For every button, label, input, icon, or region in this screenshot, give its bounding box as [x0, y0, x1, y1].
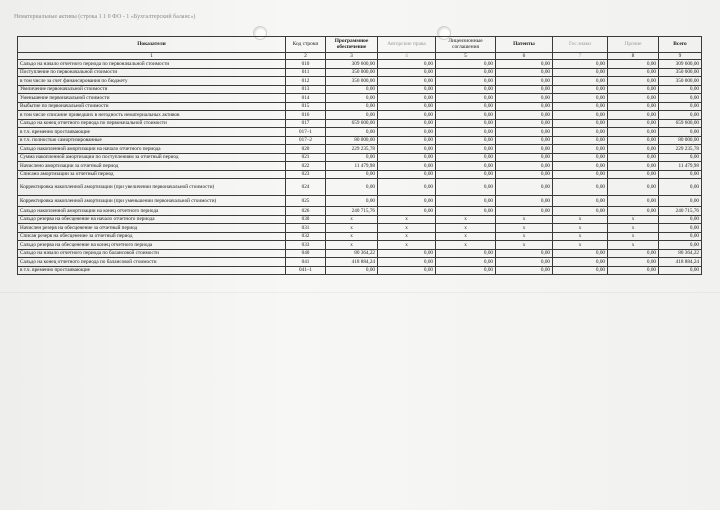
- value-cell: x: [608, 232, 659, 241]
- value-cell: 309 600,00: [659, 60, 702, 69]
- value-cell: 0,00: [378, 94, 436, 103]
- value-cell: 0,00: [436, 153, 496, 162]
- value-cell: 0,00: [608, 102, 659, 111]
- value-cell: 0,00: [553, 102, 608, 111]
- value-cell: 0,00: [378, 162, 436, 171]
- value-cell: 0,00: [436, 128, 496, 137]
- row-code: 026: [286, 207, 326, 216]
- value-cell: 0,00: [436, 207, 496, 216]
- value-cell: 0,00: [436, 102, 496, 111]
- value-cell: 0,00: [378, 68, 436, 77]
- row-code: 017–2: [286, 136, 326, 145]
- col-header-other: Прочие: [608, 37, 659, 53]
- value-cell: 0,00: [326, 94, 378, 103]
- col-number: 3: [326, 53, 378, 60]
- value-cell: x: [496, 241, 553, 250]
- value-cell: x: [378, 215, 436, 224]
- value-cell: 659 600,00: [326, 119, 378, 128]
- value-cell: 0,00: [659, 241, 702, 250]
- value-cell: 0,00: [496, 266, 553, 275]
- value-cell: x: [378, 224, 436, 233]
- col-header-trademarks: Гос.знаки: [553, 37, 608, 53]
- value-cell: 0,00: [659, 85, 702, 94]
- row-label: Уменьшение первоначальной стоимости: [18, 94, 286, 103]
- value-cell: 350 000,00: [659, 77, 702, 86]
- value-cell: 0,00: [436, 162, 496, 171]
- value-cell: 0,00: [659, 224, 702, 233]
- col-header-line-code: Код строки: [286, 37, 326, 53]
- row-label: Увеличение первоначальной стоимости: [18, 85, 286, 94]
- value-cell: 80 364,22: [326, 249, 378, 258]
- value-cell: 309 600,00: [326, 60, 378, 69]
- value-cell: 0,00: [436, 68, 496, 77]
- value-cell: 0,00: [326, 170, 378, 179]
- header-row: [18, 37, 702, 53]
- row-label: Сальдо на конец отчетного периода по балансовой стоимости: [18, 258, 286, 267]
- value-cell: 0,00: [553, 85, 608, 94]
- row-code: 015: [286, 102, 326, 111]
- value-cell: 0,00: [496, 207, 553, 216]
- row-code: 031: [286, 224, 326, 233]
- row-label: Начислено амортизации за отчетный период: [18, 162, 286, 171]
- value-cell: 0,00: [436, 258, 496, 267]
- value-cell: 0,00: [659, 196, 702, 207]
- value-cell: 0,00: [608, 111, 659, 120]
- col-number: 8: [608, 53, 659, 60]
- col-number: 5: [436, 53, 496, 60]
- value-cell: 0,00: [553, 119, 608, 128]
- col-number: 6: [496, 53, 553, 60]
- value-cell: 0,00: [496, 196, 553, 207]
- value-cell: 0,00: [378, 153, 436, 162]
- row-label: Корректировка накопленной амортизации (при увеличении первоначальной стоимости): [18, 179, 286, 196]
- row-label: в том числе списание приведших в негодность нематериальных активов: [18, 111, 286, 120]
- value-cell: x: [436, 232, 496, 241]
- col-header-license: Лицензионные соглашения: [436, 37, 496, 53]
- value-cell: x: [436, 215, 496, 224]
- value-cell: x: [496, 215, 553, 224]
- value-cell: 0,00: [659, 170, 702, 179]
- value-cell: 0,00: [496, 119, 553, 128]
- value-cell: 0,00: [553, 162, 608, 171]
- value-cell: 0,00: [608, 77, 659, 86]
- value-cell: 0,00: [436, 111, 496, 120]
- value-cell: x: [378, 241, 436, 250]
- value-cell: 0,00: [553, 111, 608, 120]
- value-cell: 0,00: [608, 68, 659, 77]
- value-cell: 0,00: [608, 85, 659, 94]
- value-cell: 0,00: [378, 266, 436, 275]
- value-cell: 0,00: [326, 179, 378, 196]
- value-cell: x: [326, 215, 378, 224]
- value-cell: 0,00: [553, 170, 608, 179]
- value-cell: 0,00: [659, 232, 702, 241]
- value-cell: 229 235,78: [659, 145, 702, 154]
- value-cell: x: [553, 241, 608, 250]
- col-number: 4: [378, 53, 436, 60]
- value-cell: 0,00: [608, 94, 659, 103]
- value-cell: 0,00: [378, 85, 436, 94]
- table-row: [18, 94, 702, 103]
- value-cell: 0,00: [659, 94, 702, 103]
- table-row: [18, 119, 702, 128]
- value-cell: 0,00: [553, 128, 608, 137]
- value-cell: 0,00: [326, 111, 378, 120]
- row-label: Поступление по первоначальной стоимости: [18, 68, 286, 77]
- table-row: [18, 162, 702, 171]
- value-cell: 0,00: [553, 196, 608, 207]
- value-cell: 0,00: [496, 94, 553, 103]
- value-cell: 0,00: [608, 179, 659, 196]
- value-cell: 0,00: [496, 170, 553, 179]
- value-cell: 0,00: [659, 153, 702, 162]
- value-cell: 0,00: [378, 207, 436, 216]
- row-code: 033: [286, 241, 326, 250]
- table-row: [18, 215, 702, 224]
- value-cell: x: [553, 232, 608, 241]
- value-cell: 659 600,00: [659, 119, 702, 128]
- value-cell: 0,00: [326, 153, 378, 162]
- row-code: 017–1: [286, 128, 326, 137]
- value-cell: 0,00: [608, 162, 659, 171]
- value-cell: 418 884,24: [326, 258, 378, 267]
- value-cell: 0,00: [436, 196, 496, 207]
- table-body: [18, 60, 702, 275]
- value-cell: x: [496, 232, 553, 241]
- value-cell: 0,00: [608, 145, 659, 154]
- value-cell: 0,00: [378, 145, 436, 154]
- col-header-software: Программное обеспечение: [326, 37, 378, 53]
- col-number: 7: [553, 53, 608, 60]
- value-cell: 0,00: [326, 102, 378, 111]
- value-cell: 0,00: [553, 258, 608, 267]
- value-cell: 240 715,76: [659, 207, 702, 216]
- value-cell: 0,00: [496, 162, 553, 171]
- table-row: [18, 111, 702, 120]
- column-number-row: [18, 53, 702, 60]
- row-code: 025: [286, 196, 326, 207]
- value-cell: 0,00: [436, 145, 496, 154]
- value-cell: 0,00: [553, 94, 608, 103]
- row-code: 023: [286, 170, 326, 179]
- value-cell: 0,00: [436, 179, 496, 196]
- row-label: Сальдо резерва на обесценение на конец отчетного периода: [18, 241, 286, 250]
- value-cell: 0,00: [378, 128, 436, 137]
- value-cell: 0,00: [378, 60, 436, 69]
- row-label: Сальдо накопленной амортизации на начало отчетного периода: [18, 145, 286, 154]
- row-code: 013: [286, 85, 326, 94]
- value-cell: 0,00: [659, 111, 702, 120]
- row-code: 041–1: [286, 266, 326, 275]
- value-cell: 0,00: [496, 249, 553, 258]
- value-cell: 0,00: [659, 102, 702, 111]
- table-row: [18, 102, 702, 111]
- value-cell: 0,00: [436, 136, 496, 145]
- value-cell: 0,00: [378, 196, 436, 207]
- row-label: Сумма накопленной амортизации по поступлениям за отчетный период: [18, 153, 286, 162]
- col-header-total: Всего: [659, 37, 702, 53]
- value-cell: 0,00: [378, 179, 436, 196]
- value-cell: x: [378, 232, 436, 241]
- value-cell: 418 884,24: [659, 258, 702, 267]
- value-cell: 0,00: [608, 153, 659, 162]
- value-cell: 0,00: [659, 179, 702, 196]
- value-cell: 0,00: [436, 60, 496, 69]
- value-cell: 0,00: [553, 179, 608, 196]
- value-cell: 0,00: [553, 68, 608, 77]
- value-cell: 0,00: [496, 153, 553, 162]
- value-cell: 0,00: [496, 136, 553, 145]
- table-row: [18, 170, 702, 179]
- value-cell: x: [326, 232, 378, 241]
- value-cell: 0,00: [553, 60, 608, 69]
- table-row: [18, 85, 702, 94]
- value-cell: 229 235,78: [326, 145, 378, 154]
- value-cell: 0,00: [436, 85, 496, 94]
- value-cell: 11 479,98: [326, 162, 378, 171]
- row-code: 041: [286, 258, 326, 267]
- value-cell: 0,00: [608, 207, 659, 216]
- value-cell: 0,00: [378, 258, 436, 267]
- value-cell: x: [326, 241, 378, 250]
- value-cell: 0,00: [326, 196, 378, 207]
- row-code: 024: [286, 179, 326, 196]
- value-cell: 0,00: [378, 170, 436, 179]
- value-cell: x: [436, 224, 496, 233]
- value-cell: 0,00: [326, 266, 378, 275]
- value-cell: 0,00: [608, 119, 659, 128]
- value-cell: 0,00: [608, 60, 659, 69]
- table-row: [18, 207, 702, 216]
- value-cell: 0,00: [553, 145, 608, 154]
- value-cell: 0,00: [496, 258, 553, 267]
- table-row: [18, 232, 702, 241]
- table-row: [18, 249, 702, 258]
- col-header-indicators: Показатели: [18, 37, 286, 53]
- row-label: Сальдо на начало отчетного периода по балансовой стоимости: [18, 249, 286, 258]
- value-cell: 0,00: [608, 170, 659, 179]
- table-row: [18, 77, 702, 86]
- value-cell: x: [496, 224, 553, 233]
- table-row: [18, 153, 702, 162]
- row-label: в т.ч. полностью самортизированные: [18, 136, 286, 145]
- row-code: 030: [286, 215, 326, 224]
- table-row: [18, 266, 702, 275]
- value-cell: 80 364,22: [659, 249, 702, 258]
- row-label: Начислен резерв на обесценение за отчетный период: [18, 224, 286, 233]
- value-cell: 0,00: [326, 128, 378, 137]
- table-row: [18, 145, 702, 154]
- row-code: 017: [286, 119, 326, 128]
- value-cell: 0,00: [436, 77, 496, 86]
- row-code: 021: [286, 153, 326, 162]
- row-code: 016: [286, 111, 326, 120]
- col-header-copyright: Авторские права: [378, 37, 436, 53]
- col-number: 1: [18, 53, 286, 60]
- col-number: 2: [286, 53, 326, 60]
- row-label: Списан резерв на обесценение за отчетный период: [18, 232, 286, 241]
- value-cell: 0,00: [553, 249, 608, 258]
- row-code: 020: [286, 145, 326, 154]
- table-row: [18, 136, 702, 145]
- value-cell: x: [326, 224, 378, 233]
- row-label: Сальдо на начало отчетного периода по первоначальной стоимости: [18, 60, 286, 69]
- value-cell: x: [553, 224, 608, 233]
- value-cell: 0,00: [496, 68, 553, 77]
- row-code: 014: [286, 94, 326, 103]
- col-number: 9: [659, 53, 702, 60]
- value-cell: 350 000,00: [659, 68, 702, 77]
- value-cell: x: [436, 241, 496, 250]
- value-cell: 0,00: [496, 145, 553, 154]
- row-label: в т.ч. временно простаивающие: [18, 266, 286, 275]
- row-label: Выбытие по первоначальной стоимости: [18, 102, 286, 111]
- value-cell: 0,00: [378, 119, 436, 128]
- value-cell: 0,00: [496, 102, 553, 111]
- row-label: Сальдо на конец отчетного периода по первоначальной стоимости: [18, 119, 286, 128]
- value-cell: 350 000,00: [326, 77, 378, 86]
- value-cell: x: [608, 241, 659, 250]
- value-cell: 0,00: [608, 249, 659, 258]
- value-cell: 0,00: [553, 136, 608, 145]
- value-cell: 0,00: [496, 60, 553, 69]
- value-cell: 0,00: [553, 266, 608, 275]
- row-code: 032: [286, 232, 326, 241]
- value-cell: 0,00: [553, 77, 608, 86]
- page-title: Нематериальные активы (строка 1 1 0 ФО - 1 «Бухгалтерский баланс»): [14, 14, 196, 20]
- value-cell: 0,00: [436, 170, 496, 179]
- row-code: 022: [286, 162, 326, 171]
- value-cell: 0,00: [608, 128, 659, 137]
- value-cell: 0,00: [436, 119, 496, 128]
- value-cell: 0,00: [608, 266, 659, 275]
- value-cell: 0,00: [496, 85, 553, 94]
- row-code: 010: [286, 60, 326, 69]
- table-row: [18, 60, 702, 69]
- row-label: Сальдо накопленной амортизации на конец отчетного периода: [18, 207, 286, 216]
- value-cell: x: [608, 215, 659, 224]
- value-cell: 0,00: [659, 128, 702, 137]
- table-row: [18, 258, 702, 267]
- value-cell: 0,00: [608, 136, 659, 145]
- value-cell: 0,00: [378, 111, 436, 120]
- col-header-patents: Патенты: [496, 37, 553, 53]
- page-fold: [0, 292, 720, 293]
- value-cell: 80 000,00: [659, 136, 702, 145]
- value-cell: 0,00: [496, 111, 553, 120]
- row-code: 040: [286, 249, 326, 258]
- value-cell: 240 715,76: [326, 207, 378, 216]
- value-cell: 0,00: [378, 77, 436, 86]
- value-cell: x: [608, 224, 659, 233]
- table-row: [18, 196, 702, 207]
- value-cell: 80 000,00: [326, 136, 378, 145]
- value-cell: 0,00: [608, 196, 659, 207]
- value-cell: 0,00: [659, 215, 702, 224]
- table-row: [18, 128, 702, 137]
- value-cell: 11 479,98: [659, 162, 702, 171]
- value-cell: 0,00: [378, 102, 436, 111]
- value-cell: 0,00: [496, 128, 553, 137]
- value-cell: 0,00: [608, 258, 659, 267]
- value-cell: 0,00: [378, 136, 436, 145]
- value-cell: 0,00: [378, 249, 436, 258]
- table-row: [18, 241, 702, 250]
- value-cell: 0,00: [496, 179, 553, 196]
- intangible-assets-table: [17, 36, 702, 275]
- row-code: 012: [286, 77, 326, 86]
- value-cell: 350 000,00: [326, 68, 378, 77]
- table-row: [18, 224, 702, 233]
- value-cell: 0,00: [326, 85, 378, 94]
- value-cell: 0,00: [659, 266, 702, 275]
- value-cell: 0,00: [496, 77, 553, 86]
- value-cell: 0,00: [553, 207, 608, 216]
- value-cell: 0,00: [553, 153, 608, 162]
- row-label: Списано амортизации за отчетный период: [18, 170, 286, 179]
- row-label: в т.ч. временно простаивающие: [18, 128, 286, 137]
- row-label: Корректировка накопленной амортизации (при уменьшении первоначальной стоимости): [18, 196, 286, 207]
- value-cell: x: [553, 215, 608, 224]
- value-cell: 0,00: [436, 94, 496, 103]
- row-label: Сальдо резерва на обесценение на начало отчетного периода: [18, 215, 286, 224]
- row-label: в том числе за счет финансирования по бюджету: [18, 77, 286, 86]
- value-cell: 0,00: [436, 249, 496, 258]
- row-code: 011: [286, 68, 326, 77]
- value-cell: 0,00: [436, 266, 496, 275]
- table-row: [18, 179, 702, 196]
- table-row: [18, 68, 702, 77]
